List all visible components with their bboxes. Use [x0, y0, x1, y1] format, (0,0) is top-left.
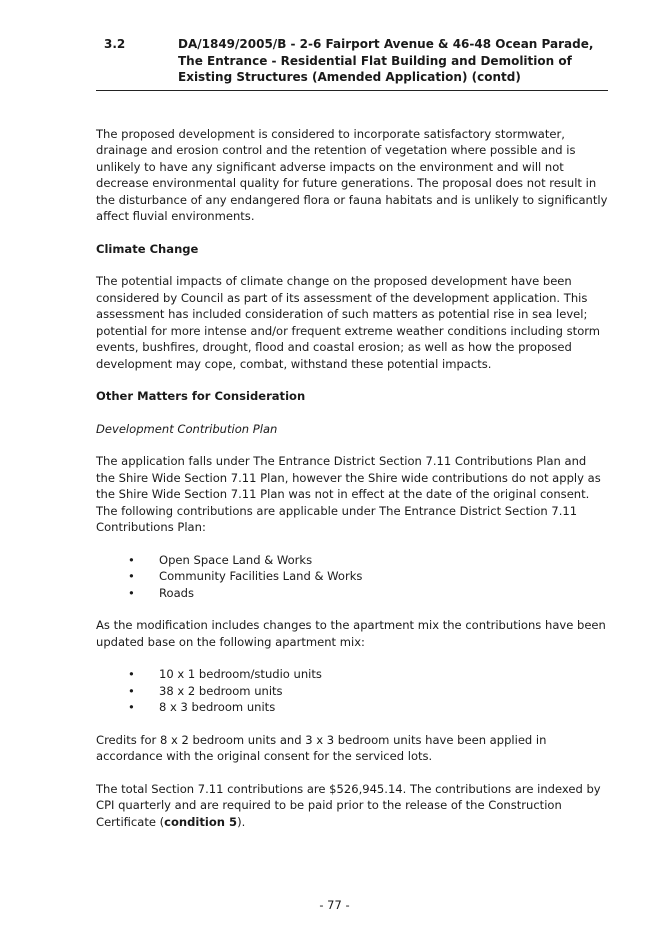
list-item — [96, 552, 608, 569]
bullet-icon: • — [128, 683, 135, 698]
subheading-contribution-plan: Development Contribution Plan — [96, 421, 278, 436]
total-text-end: ). — [237, 814, 246, 829]
condition-reference: condition 5 — [164, 814, 238, 829]
list-item — [96, 585, 608, 602]
list-item-text: Roads — [159, 585, 194, 600]
heading-other-matters: Other Matters for Consideration — [96, 389, 306, 403]
list-item — [96, 699, 608, 716]
paragraph-contribution-plan: The application falls under The Entrance District Section 7.11 Contributions Plan and the Shire Wide Section 7.11 Plan, however the Shire wide contributions do not apply as the Shire Wide Section 7.11 Plan was not in effect at the date of the original consent. The following contributions are applicable under The Entrance District Section 7.11 Contributions Plan: — [96, 454, 601, 534]
list-item-text: 10 x 1 bedroom/studio units — [159, 667, 322, 681]
list-item-text: Open Space Land & Works — [159, 552, 313, 567]
item-header — [96, 36, 608, 91]
paragraph-total-contributions — [96, 781, 608, 831]
list-item-text: Community Facilities Land & Works — [159, 569, 363, 583]
bullet-icon: • — [128, 552, 135, 567]
bullet-icon: • — [128, 667, 135, 681]
item-title: DA/1849/2005/B - 2-6 Fairport Avenue & 46-48 Ocean Parade, The Entrance - Residential Flat Building and Demolition of Existing Structures (Amended Application) (contd) — [178, 37, 594, 84]
document-body — [96, 126, 608, 831]
list-item-text: 8 x 3 bedroom units — [159, 700, 276, 714]
paragraph-apartment-mix: As the modification includes changes to the apartment mix the contributions have been updated base on the following apartment mix: — [96, 618, 606, 649]
heading-climate-change: Climate Change — [96, 241, 199, 256]
apartment-mix-list — [96, 666, 608, 716]
bullet-icon: • — [128, 700, 135, 714]
contributions-list — [96, 552, 608, 602]
paragraph-climate-change: The potential impacts of climate change on the proposed development have been considered by Council as part of its assessment of the development application. This assessment has included consideration of such matters as potential rise in sea level; potential for more intense and/or frequent extreme weather conditions including storm events, bushfires, drought, flood and coastal erosion; as well as how the proposed development may cope, combat, withstand these potential impacts. — [96, 274, 601, 371]
bullet-icon: • — [128, 569, 135, 583]
total-text-start: The total Section 7.11 contributions are $526,945.14. The contributions are indexed by CPI quarterly and are required to be paid prior to the release of the Construction Certificate ( — [96, 781, 601, 829]
list-item — [96, 568, 608, 585]
document-page — [96, 36, 608, 846]
list-item-text: 38 x 2 bedroom units — [159, 683, 283, 698]
list-item — [96, 683, 608, 700]
paragraph-environment: The proposed development is considered to incorporate satisfactory stormwater, drainage and erosion control and the retention of vegetation where possible and is unlikely to have any significant adverse impacts on the environment and will not decrease environmental quality for future generations. The proposal does not result in the disturbance of any endangered flora or fauna habitats and is unlikely to significantly affect fluvial environments. — [96, 126, 608, 223]
bullet-icon: • — [128, 585, 135, 600]
page-number: - 77 - — [319, 898, 350, 912]
paragraph-credits: Credits for 8 x 2 bedroom units and 3 x 3 bedroom units have been applied in accordance with the original consent for the serviced lots. — [96, 732, 547, 763]
list-item — [96, 666, 608, 683]
item-number: 3.2 — [104, 37, 126, 51]
